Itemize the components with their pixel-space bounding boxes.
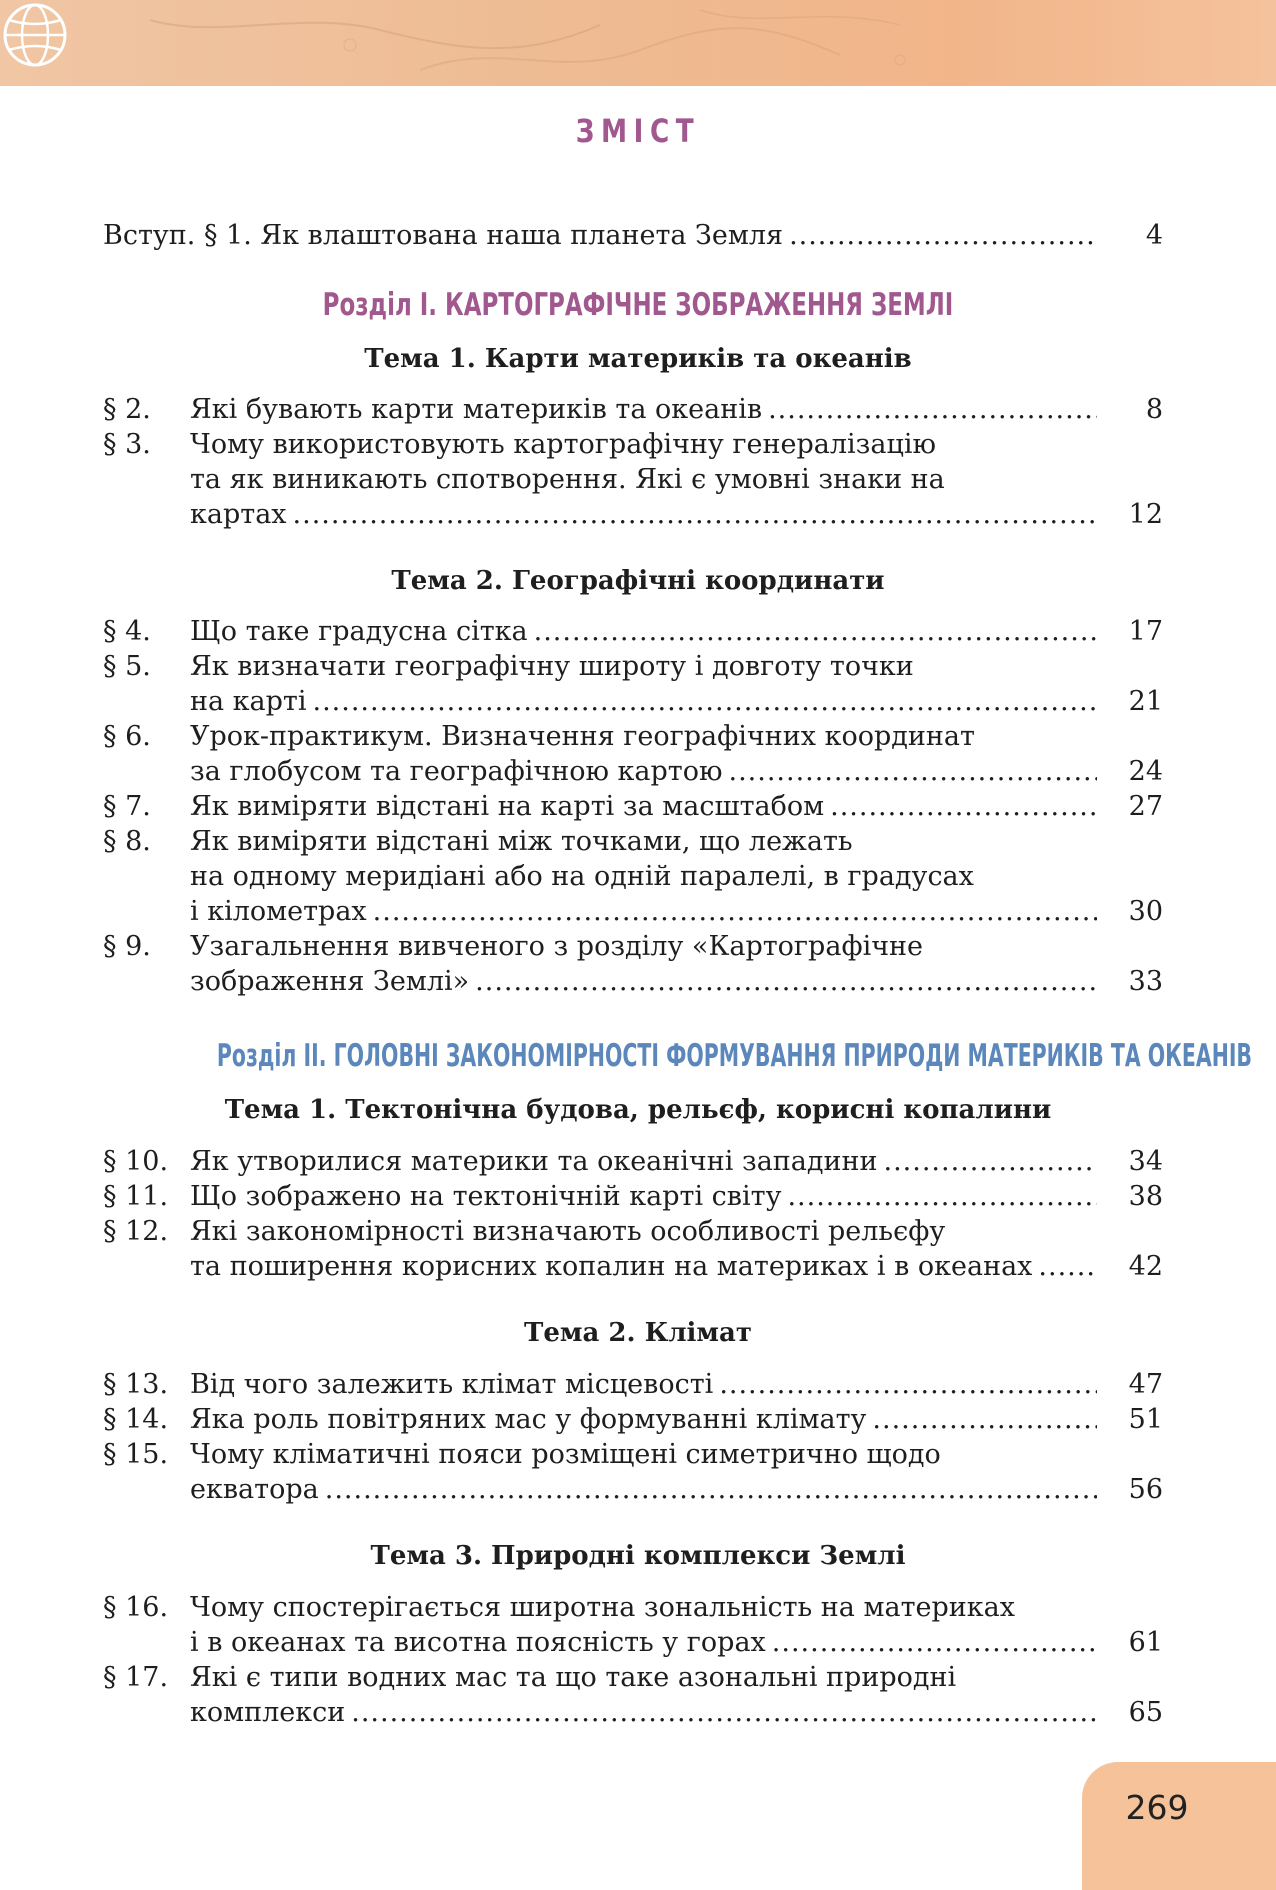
toc-page-number: 17 xyxy=(1128,616,1163,647)
page-number-tab xyxy=(1082,1762,1276,1890)
toc-entry-title-cont: екватора xyxy=(190,1474,319,1505)
toc-entry[interactable] xyxy=(103,649,1163,685)
toc-entry-title-cont: і кілометрах xyxy=(190,896,367,927)
toc-entry-title: Які закономірності визначають особливості рельєфу xyxy=(190,1216,946,1247)
paragraph-number: § 2. xyxy=(103,394,151,425)
toc-page-number: 51 xyxy=(1128,1404,1163,1435)
toc-page-number: 38 xyxy=(1128,1181,1163,1212)
toc-entry-title: Узагальнення вивченого з розділу «Картографічне xyxy=(190,931,924,962)
toc-entry-title-cont: та як виникають спотворення. Які є умовні знаки на xyxy=(190,464,945,495)
paragraph-number: § 9. xyxy=(103,931,151,962)
toc-entry-title: Які є типи водних мас та що таке азональні природні xyxy=(190,1662,957,1693)
page-number: 269 xyxy=(1125,1788,1189,1827)
topic-heading: Тема 2. Клімат xyxy=(524,1318,752,1348)
globe-icon xyxy=(0,0,70,70)
toc-page-number: 4 xyxy=(1145,220,1163,251)
toc-entry-title: Яка роль повітряних мас у формуванні клімату xyxy=(190,1404,867,1435)
toc-entry-title-cont: зображення Землі» xyxy=(190,966,470,997)
paragraph-number: § 14. xyxy=(103,1404,169,1435)
section-heading-2: Розділ II. ГОЛОВНІ ЗАКОНОМІРНОСТІ ФОРМУВАННЯ ПРИРОДИ МАТЕРИКІВ ТА ОКЕАНІВ xyxy=(216,1038,1253,1074)
page-title: ЗМІСТ xyxy=(575,112,701,150)
toc-entry[interactable] xyxy=(103,1179,1163,1215)
toc-entry[interactable] xyxy=(103,929,1163,965)
toc-entry[interactable] xyxy=(103,1214,1163,1250)
toc-entry-title-cont: та поширення корисних копалин на материках і в океанах xyxy=(190,1251,1033,1282)
paragraph-number: § 5. xyxy=(103,651,151,682)
toc-entry-title: Чому спостерігається широтна зональність на материках xyxy=(190,1592,1015,1623)
paragraph-number: § 13. xyxy=(103,1369,169,1400)
toc-page-number: 65 xyxy=(1128,1697,1163,1728)
paragraph-number: § 15. xyxy=(103,1439,169,1470)
toc-entry-title: Як визначати географічну широту і довготу точки xyxy=(190,651,914,682)
paragraph-number: § 17. xyxy=(103,1662,169,1693)
toc-page-number: 30 xyxy=(1128,896,1163,927)
toc-entry[interactable] xyxy=(103,824,1163,860)
toc-entry-title: Чому використовують картографічну генералізацію xyxy=(190,429,936,460)
toc-entry[interactable] xyxy=(103,1660,1163,1696)
toc-entry[interactable] xyxy=(103,614,1163,650)
toc-entry-title-cont: і в океанах та висотна поясність у горах xyxy=(190,1627,766,1658)
toc-entry[interactable] xyxy=(103,427,1163,463)
topic-heading: Тема 3. Природні комплекси Землі xyxy=(370,1541,906,1571)
toc-entry-title: Що таке градусна сітка xyxy=(190,616,528,647)
toc-entry-title: Від чого залежить клімат місцевості xyxy=(190,1369,714,1400)
header-map-banner xyxy=(0,0,1276,86)
toc-entry[interactable] xyxy=(103,1590,1163,1626)
toc-entry-title-cont: на карті xyxy=(190,686,307,717)
section-heading-1: Розділ I. КАРТОГРАФІЧНЕ ЗОБРАЖЕННЯ ЗЕМЛІ xyxy=(322,287,954,323)
toc-entry-title: Які бувають карти материків та океанів xyxy=(190,394,763,425)
topic-heading: Тема 1. Тектонічна будова, рельєф, корисні копалини xyxy=(224,1095,1052,1125)
toc-entry[interactable] xyxy=(103,719,1163,755)
toc-entry-title: Чому кліматичні пояси розміщені симетрично щодо xyxy=(190,1439,941,1470)
toc-entry-title-cont: комплекси xyxy=(190,1697,346,1728)
toc-entry[interactable] xyxy=(103,1402,1163,1438)
toc-entry-intro[interactable] xyxy=(103,218,1163,254)
toc-entry[interactable] xyxy=(103,392,1163,428)
toc-page-number: 34 xyxy=(1128,1146,1163,1177)
paragraph-number: § 16. xyxy=(103,1592,169,1623)
toc-entry[interactable] xyxy=(103,1437,1163,1473)
topic-heading: Тема 2. Географічні координати xyxy=(391,566,885,596)
paragraph-number: § 12. xyxy=(103,1216,169,1247)
toc-page-number: 47 xyxy=(1128,1369,1163,1400)
paragraph-number: § 7. xyxy=(103,791,151,822)
toc-entry-title: Урок-практикум. Визначення географічних координат xyxy=(190,721,975,752)
topic-heading: Тема 1. Карти материків та океанів xyxy=(364,344,912,374)
paragraph-number: § 3. xyxy=(103,429,151,460)
toc-page-number: 27 xyxy=(1128,791,1163,822)
toc-page-number: 24 xyxy=(1128,756,1163,787)
toc-page-number: 33 xyxy=(1128,966,1163,997)
toc-entry-title-cont: на одному меридіані або на одній паралелі, в градусах xyxy=(190,861,974,892)
toc-page-number: 8 xyxy=(1145,394,1163,425)
toc-page-number: 61 xyxy=(1128,1627,1163,1658)
toc-entry-title: Як виміряти відстані між точками, що лежать xyxy=(190,826,853,857)
toc-entry-title-cont: за глобусом та географічною картою xyxy=(190,756,723,787)
paragraph-number: § 10. xyxy=(103,1146,169,1177)
toc-entry-title: Як утворилися материки та океанічні западини xyxy=(190,1146,878,1177)
paragraph-number: § 4. xyxy=(103,616,151,647)
paragraph-number: § 11. xyxy=(103,1181,169,1212)
toc-entry[interactable] xyxy=(103,789,1163,825)
toc-entry-title: Як виміряти відстані на карті за масштабом xyxy=(190,791,825,822)
paragraph-number: § 8. xyxy=(103,826,151,857)
toc-page-number: 21 xyxy=(1128,686,1163,717)
paragraph-number: § 6. xyxy=(103,721,151,752)
toc-entry-title-cont: картах xyxy=(190,499,287,530)
toc-page-number: 56 xyxy=(1128,1474,1163,1505)
toc-entry[interactable] xyxy=(103,1144,1163,1180)
map-texture xyxy=(0,0,1276,86)
toc-entry-title: Що зображено на тектонічній карті світу xyxy=(190,1181,782,1212)
toc-entry-title: Вступ. § 1. Як влаштована наша планета Земля xyxy=(103,220,784,251)
toc-page-number: 12 xyxy=(1128,499,1163,530)
toc-entry[interactable] xyxy=(103,1367,1163,1403)
toc-page-number: 42 xyxy=(1128,1251,1163,1282)
